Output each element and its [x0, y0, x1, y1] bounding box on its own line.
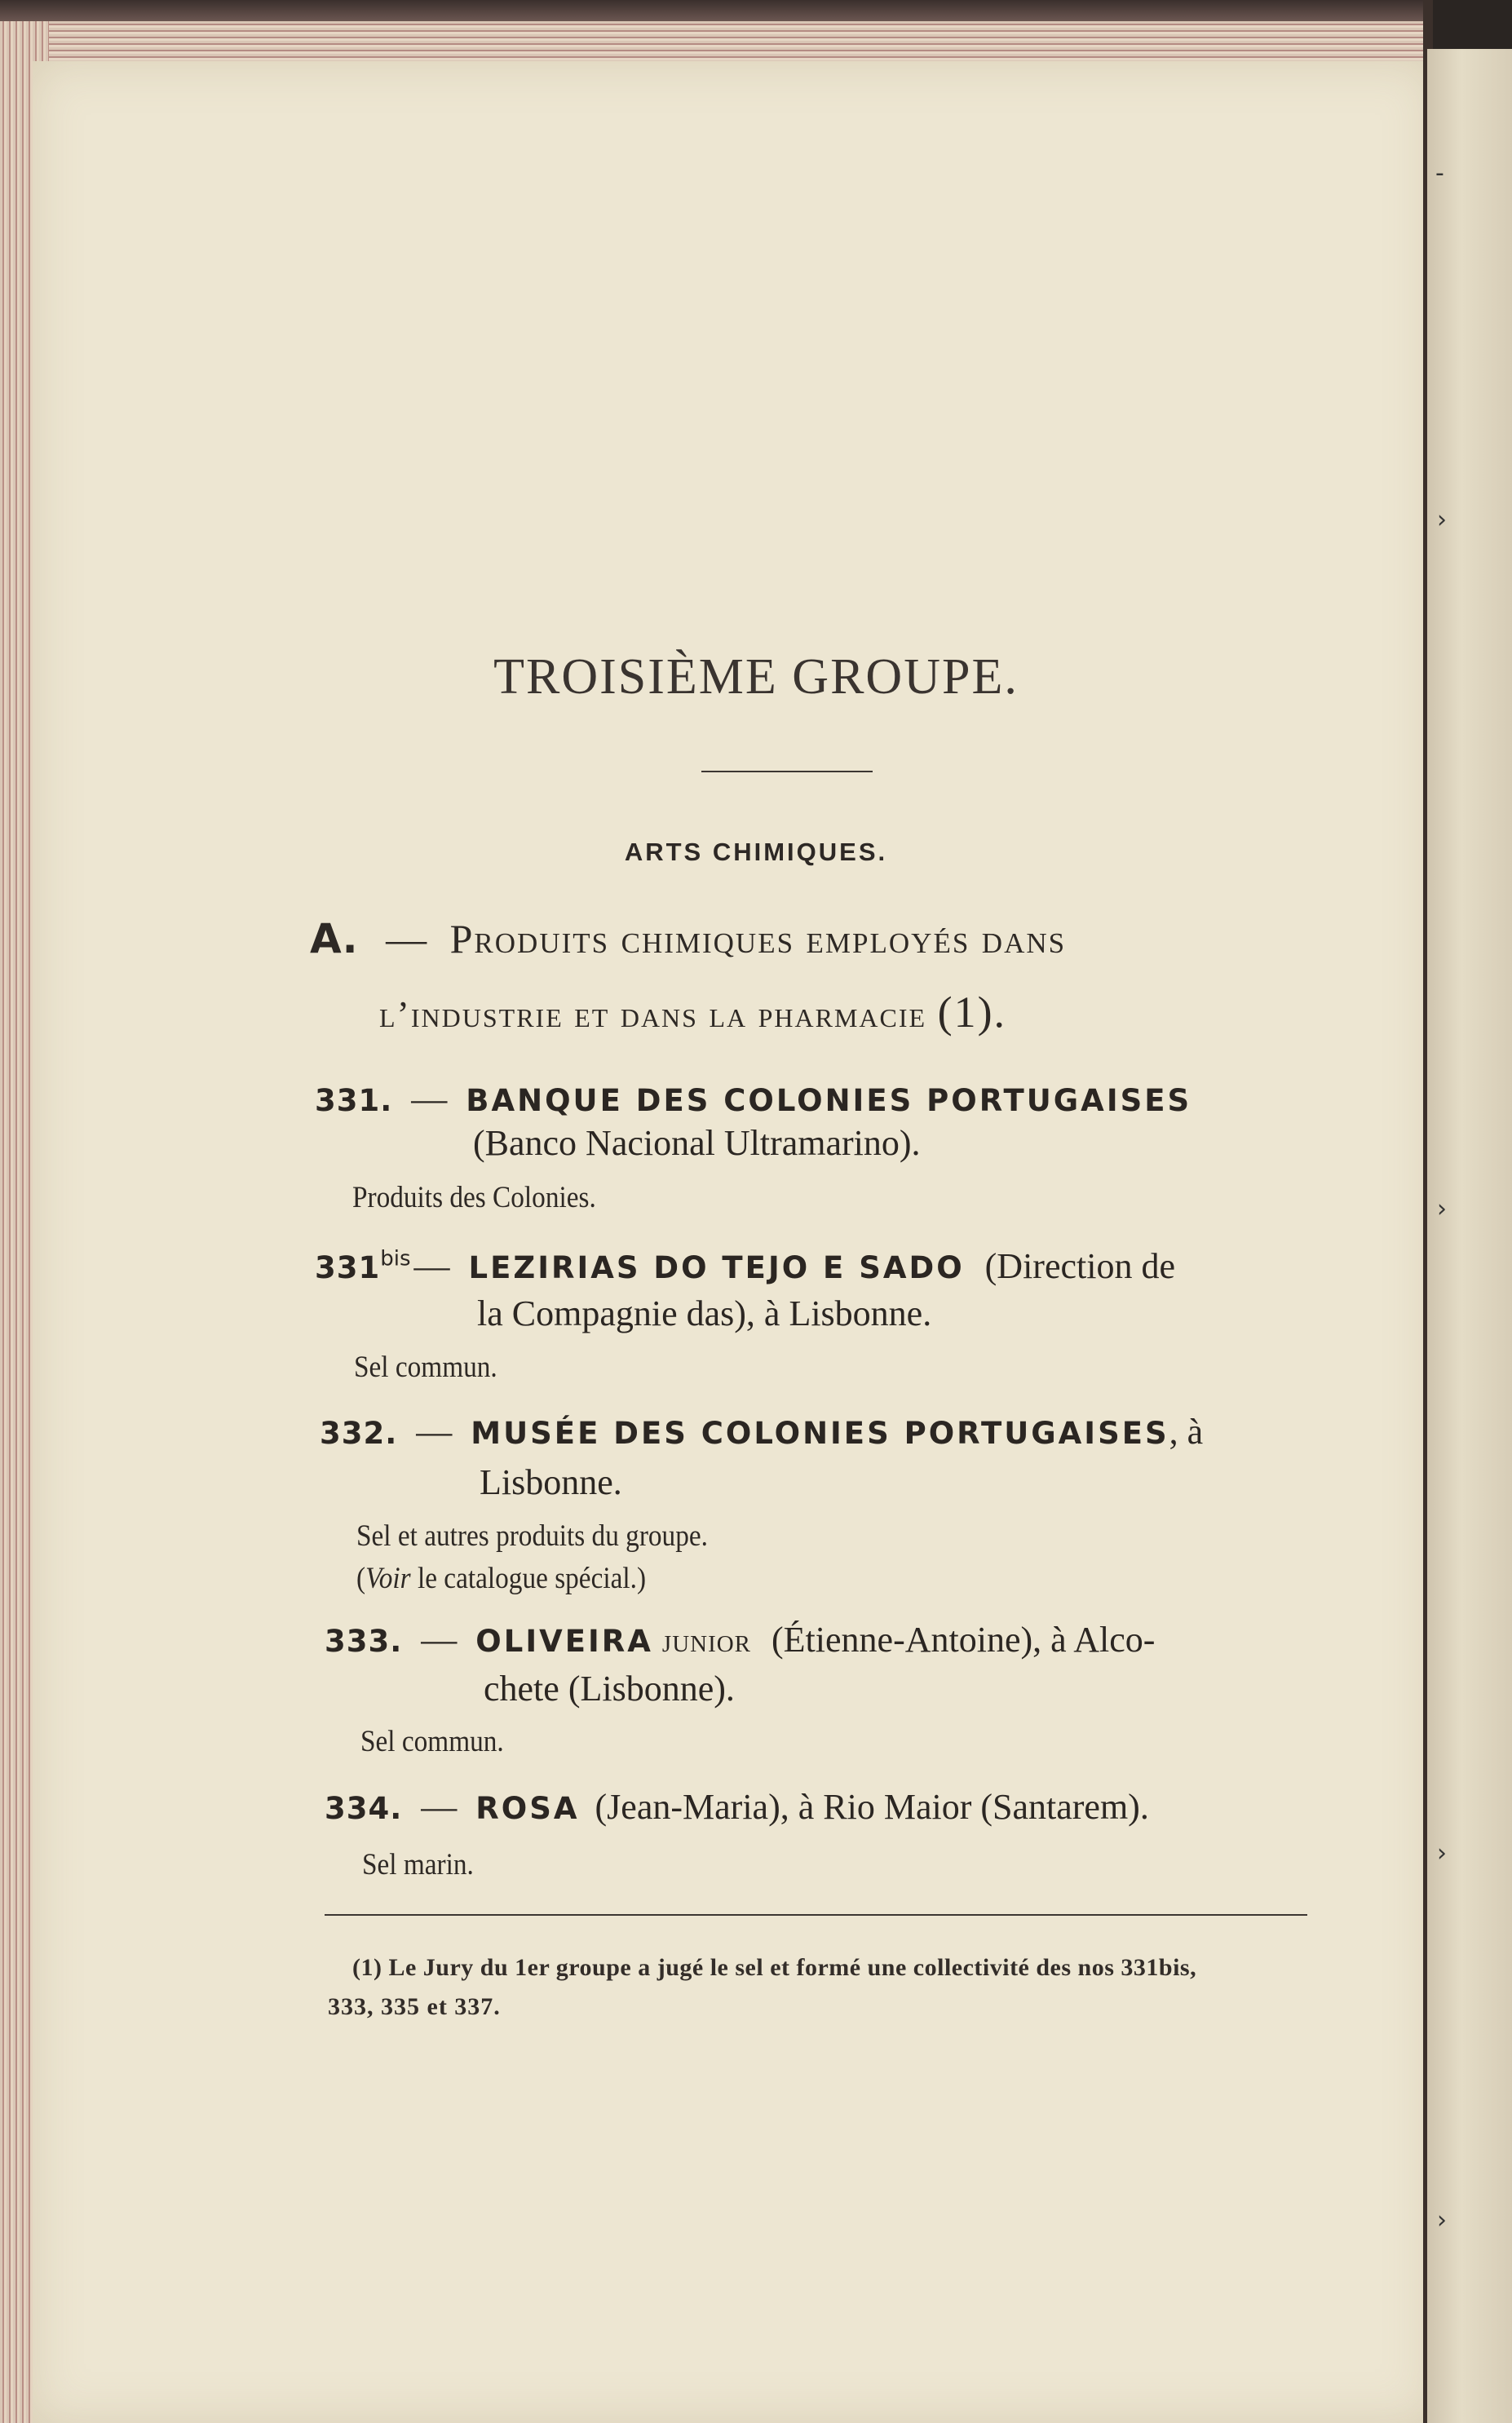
entry-332-cont: Lisbonne. — [480, 1462, 622, 1502]
entry-dash: — — [413, 1246, 450, 1286]
entry-333-product: Sel commun. — [360, 1725, 504, 1758]
entry-dash: — — [421, 1620, 458, 1660]
subsection-heading-line2 — [379, 987, 1006, 1037]
note-italic: Voir — [365, 1562, 411, 1595]
entry-331bis-cont: la Compagnie das), à Lisbonne. — [477, 1293, 932, 1333]
subsection-letter: A. — [310, 915, 358, 962]
entry-334 — [325, 1786, 1149, 1828]
entry-331-cont: (Banco Nacional Ultramarino). — [473, 1123, 921, 1163]
entry-rest: (Étienne-Antoine), à Alco- — [771, 1620, 1156, 1660]
entry-number: 331. — [315, 1083, 393, 1118]
paper-page — [33, 61, 1434, 2423]
entry-333-cont: chete (Lisbonne). — [484, 1669, 735, 1709]
exhibitor-name: MUSÉE DES COLONIES PORTUGAISES — [471, 1416, 1169, 1451]
entry-rest: (Direction de — [984, 1246, 1175, 1286]
entry-331bis — [315, 1245, 1175, 1287]
entry-332-product: Sel et autres produits du groupe. — [356, 1519, 708, 1553]
entry-number: 331 — [315, 1250, 381, 1285]
footnote-ref: (1). — [937, 988, 1007, 1037]
entry-332 — [320, 1411, 1203, 1452]
entry-rest: , à — [1169, 1412, 1204, 1452]
title-rule — [701, 771, 873, 772]
note-open: ( — [356, 1562, 366, 1595]
entry-331bis-product: Sel commun. — [354, 1351, 497, 1384]
exhibitor-name: OLIVEIRA — [475, 1624, 653, 1659]
margin-mark: › — [1437, 506, 1447, 534]
exhibitor-name: ROSA — [475, 1791, 580, 1826]
footnote-line1: (1) Le Jury du 1er groupe a jugé le sel et formé une collectivité des nos 331bis, — [352, 1954, 1197, 1981]
entry-331 — [315, 1078, 1191, 1120]
heading-text-1: Produits chimiques employés dans — [449, 916, 1067, 962]
exhibitor-name: LEZIRIAS DO TEJO E SADO — [468, 1250, 965, 1285]
entry-dash: — — [421, 1787, 458, 1827]
margin-mark: › — [1437, 1839, 1447, 1868]
entry-number: 332. — [320, 1416, 398, 1451]
entry-dash: — — [411, 1079, 448, 1119]
entry-331-product: Produits des Colonies. — [352, 1181, 596, 1214]
margin-mark: - — [1435, 159, 1444, 188]
entry-number: 334. — [325, 1791, 403, 1826]
margin-mark: › — [1437, 1195, 1447, 1223]
heading-text-2: l’industrie et dans la pharmacie — [379, 993, 927, 1035]
entry-number-sup: bis — [380, 1246, 411, 1271]
entry-334-product: Sel marin. — [362, 1848, 474, 1881]
margin-mark: › — [1437, 2206, 1447, 2235]
exhibitor-name: BANQUE DES COLONIES PORTUGAISES — [466, 1083, 1192, 1118]
entry-332-note — [356, 1561, 646, 1596]
entry-dash: — — [416, 1412, 453, 1452]
heading-dash: — — [386, 916, 429, 962]
subsection-heading-line1 — [310, 915, 1305, 962]
page-title: TROISIÈME GROUPE. — [493, 649, 1019, 705]
book-cover-top — [0, 0, 1423, 21]
footnote-rule — [325, 1914, 1307, 1916]
section-heading: ARTS CHIMIQUES. — [624, 838, 888, 866]
entry-rest: (Jean-Maria), à Rio Maior (Santarem). — [595, 1787, 1149, 1827]
entry-number: 333. — [325, 1624, 403, 1659]
entry-333 — [325, 1619, 1155, 1660]
note-rest: le catalogue spécial.) — [417, 1562, 647, 1595]
facing-page-edge — [1427, 49, 1512, 2423]
exhibitor-name-suffix: junior — [661, 1622, 752, 1660]
footnote-line2: 333, 335 et 337. — [328, 1993, 501, 2020]
